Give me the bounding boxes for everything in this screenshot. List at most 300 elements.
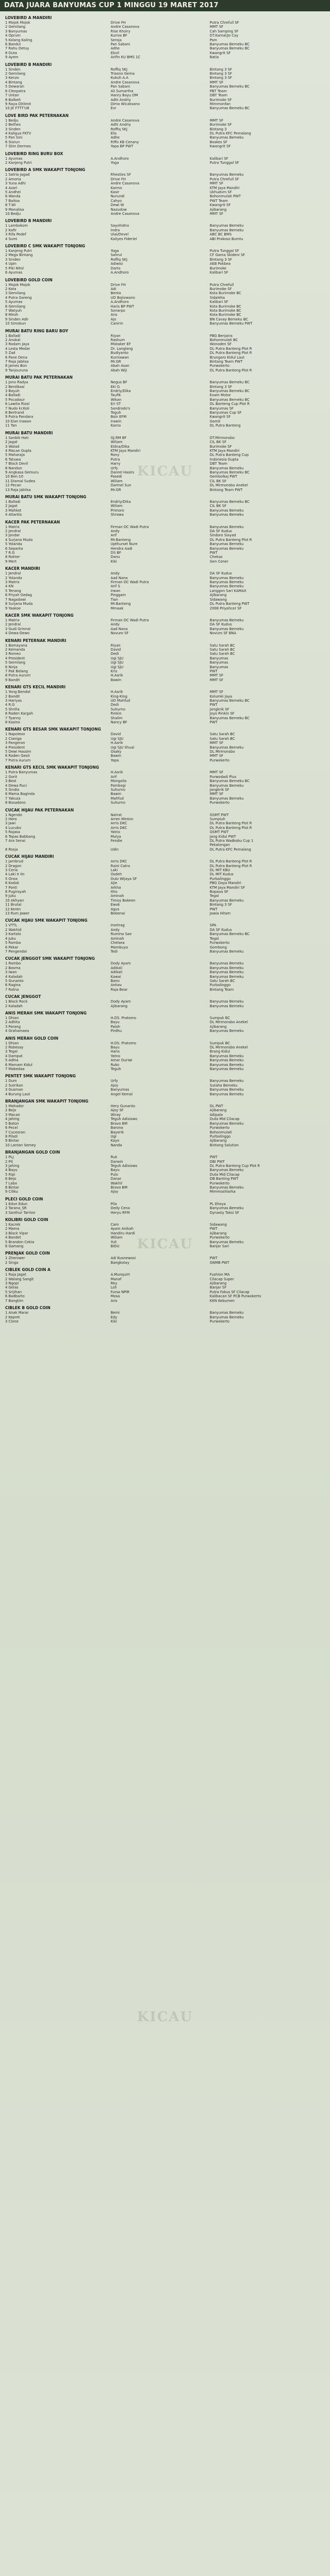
bird-name: 3 Bayuh xyxy=(5,389,20,394)
team-name: Kota Burimoke BC xyxy=(209,308,241,313)
owner-name: Wiray xyxy=(110,1112,121,1117)
owner-name: Rhesties SF xyxy=(110,173,131,177)
team-name: Purwokerto xyxy=(209,1235,230,1240)
team-name: GNMB PWT xyxy=(209,1260,229,1265)
team-name: Kalibari SF xyxy=(209,300,228,304)
winner-row xyxy=(5,253,325,257)
winner-row xyxy=(5,190,325,194)
winner-row xyxy=(5,1211,325,1215)
team-name: Banyumas Bemeku BC xyxy=(209,46,250,51)
bird-name: 10 Lantan Semey xyxy=(5,1143,36,1147)
owner-name: Drive FH xyxy=(110,21,126,25)
category-title: LOVEBIRD C SMK WAKAPIT TONJONG xyxy=(5,244,85,249)
owner-name: Teguh xyxy=(110,1067,121,1072)
owner-name: Arren Minton xyxy=(110,817,134,821)
winner-row xyxy=(5,42,325,46)
team-name: Banyumas Bemeku PWT xyxy=(209,321,253,326)
team-name: DL Putra Banteng xyxy=(209,423,241,428)
winner-row xyxy=(5,525,325,529)
winner-row xyxy=(5,1134,325,1139)
team-name: PWT xyxy=(209,1155,218,1160)
owner-name: Hendra Aadi xyxy=(110,546,133,551)
team-name: Ajibarang xyxy=(209,1231,227,1235)
winner-row xyxy=(5,656,325,660)
winner-row xyxy=(5,699,325,703)
winner-row xyxy=(5,961,325,965)
watermark: KICAU xyxy=(137,464,193,479)
bird-name: 6 Gemilang xyxy=(5,304,26,309)
owner-name: Elis xyxy=(110,131,117,135)
owner-name: Fursa NPIR xyxy=(110,1290,130,1294)
bird-name: 5 Sindio xyxy=(5,787,20,792)
team-name: DL Putra Banteng Plot R xyxy=(209,825,252,830)
winner-row xyxy=(5,351,325,355)
owner-name: Arris DKC xyxy=(110,821,127,826)
winner-row xyxy=(5,423,325,428)
owner-name: Ajoy xyxy=(110,1190,119,1194)
owner-name: Sonarpo xyxy=(110,308,125,313)
bird-name: 7 Putra Aurum xyxy=(5,758,31,762)
team-name: Kota Burimoke BC xyxy=(209,313,241,317)
category-title: KENARI GTS KECIL SMK WAKAPIT TONJONG xyxy=(5,765,99,770)
owner-name: Pirdhu xyxy=(110,1029,122,1033)
winner-row xyxy=(5,161,325,165)
team-name: Bintang 3 SF xyxy=(209,257,232,262)
winner-row xyxy=(5,652,325,656)
winner-row xyxy=(5,1079,325,1083)
winner-row xyxy=(5,270,325,275)
owner-name: Aad Nana xyxy=(110,626,128,631)
bird-name: 1 Ngendo xyxy=(5,812,22,817)
team-name: PWT Team xyxy=(209,198,228,203)
team-name: Banyumas Bemeku BC xyxy=(209,699,250,703)
owner-name: Harry xyxy=(110,462,121,466)
bird-name: 4 Surjana Muda xyxy=(5,537,33,542)
team-name: DL Putra Banteng Cup xyxy=(209,453,249,457)
winner-row xyxy=(5,606,325,611)
team-name: Duta Mid Cilacap xyxy=(209,1117,240,1122)
bird-name: 6 Wanda xyxy=(5,194,21,199)
owner-name: Loli xyxy=(110,1285,117,1290)
bird-name: 10 Bedju xyxy=(5,212,21,216)
owner-name: Andy xyxy=(110,622,120,627)
team-name: DL Putra KFC Pemalang xyxy=(209,131,251,135)
team-name: Banyumas xyxy=(209,665,228,669)
team-name: Putra Chrefull SF xyxy=(209,21,239,25)
team-name: MMT SF xyxy=(209,741,224,745)
team-name: KTM Jaya Mandiri xyxy=(209,448,240,453)
team-name: Sindoro Siayad xyxy=(209,533,236,538)
team-name: Ukhudvm SF xyxy=(209,190,232,194)
owner-name: Pila xyxy=(110,1201,117,1206)
team-name: Purwokerto xyxy=(209,1126,230,1130)
bird-name: 6 Ninja xyxy=(5,665,18,669)
bird-name: 4 President xyxy=(5,745,25,750)
team-name: Kwangrit SF xyxy=(209,50,231,55)
bird-name: 3 Yuna Adhi xyxy=(5,181,26,186)
bird-name: 6 Cleopatra xyxy=(5,89,26,93)
category-section xyxy=(5,278,325,326)
winner-row xyxy=(5,754,325,758)
category-title: LOVEBIRD A MANDIRI xyxy=(5,15,52,20)
owner-name: Dimo Wicaksono xyxy=(110,101,140,106)
category-section xyxy=(5,1074,325,1096)
owner-name: Rinkin xyxy=(110,711,122,716)
category-section xyxy=(5,1150,325,1194)
owner-name: Dr. Langlang xyxy=(110,346,133,351)
winner-row xyxy=(5,817,325,821)
team-name: Banyumas Bemeku BC xyxy=(209,42,250,47)
owner-name: Ali Sumartha xyxy=(110,89,134,93)
owner-name: Kurnia BF xyxy=(110,33,127,38)
category-title: ANIS MERAH SMK WAKAPIT TONJONG xyxy=(5,1010,87,1015)
team-name: Banyumas Bemeku xyxy=(209,1062,244,1067)
team-name: Banyumas Bemeku xyxy=(209,965,244,970)
winner-row xyxy=(5,173,325,177)
owner-name: UD Mahfud xyxy=(110,699,130,703)
category-section xyxy=(5,15,325,60)
owner-name: Adi Kusnewosi xyxy=(110,1256,136,1261)
bird-name: 6 Ragina xyxy=(5,983,21,988)
owner-name: Mambuya xyxy=(110,945,128,950)
bird-name: 6 Bejo xyxy=(5,1177,16,1181)
bird-name: 6 Tatuwa xyxy=(5,457,21,462)
winner-row xyxy=(5,1113,325,1117)
owner-name: Dody Ayam xyxy=(110,961,131,966)
owner-name: Yuli xyxy=(110,1240,117,1244)
team-name: DL Mirmonsbo Anekel xyxy=(209,1045,248,1049)
team-name: Indonesia Gupta xyxy=(209,457,239,462)
winner-row xyxy=(5,106,325,110)
owner-name: Teguh Adisiswo xyxy=(110,1117,138,1122)
bird-name: 4 Laki Ir Iin xyxy=(5,872,25,877)
winner-row xyxy=(5,296,325,300)
owner-name: Bayerik xyxy=(110,1130,124,1134)
team-name: PBG Daya Mandiri xyxy=(209,881,241,886)
team-name: DA SF Kudus xyxy=(209,622,232,627)
team-name: Banyumas Bemeku xyxy=(209,626,244,631)
owner-name: Arifin KU BMS 1C xyxy=(110,55,141,60)
owner-name: Ebvil xyxy=(110,50,120,55)
team-name: Satu Sarah BC xyxy=(209,732,235,737)
team-name: Exam Motor xyxy=(209,393,231,398)
bird-name: 3 Jahing xyxy=(5,1163,20,1168)
team-name: Jang Kidul PWT xyxy=(209,834,236,839)
winner-row xyxy=(5,300,325,304)
team-name: Tegal xyxy=(209,936,219,941)
owner-name: Roffiq SKJ xyxy=(110,67,127,72)
bird-name: 5 Brandon Cekia xyxy=(5,1240,35,1244)
bird-name: 3 Macan xyxy=(5,1112,20,1117)
bird-name: 7 Black Devil xyxy=(5,462,28,466)
owner-name: Arkha xyxy=(110,885,121,890)
team-name: Burimoke SF xyxy=(209,97,232,102)
owner-name: Kasir xyxy=(110,190,120,194)
winner-row xyxy=(5,398,325,402)
bird-name: 7 Pengendal xyxy=(5,949,27,954)
team-name: Gamit xyxy=(209,419,221,423)
team-name: Kalibari SF xyxy=(209,270,228,275)
owner-name: Mr.Banteng xyxy=(110,537,131,542)
bird-name: 4 Kaligua FKTV xyxy=(5,131,31,135)
owner-name: Tian xyxy=(110,597,118,602)
winner-row xyxy=(5,453,325,457)
bird-name: 2 Mega Bintang xyxy=(5,253,33,258)
winner-row xyxy=(5,1227,325,1231)
owner-name: Rey xyxy=(110,1281,118,1286)
winner-row xyxy=(5,1273,325,1277)
bird-name: 11 Tan xyxy=(5,423,17,428)
team-name: Brungaro Kidul Laut xyxy=(209,355,245,360)
bird-name: 5 Yolanda xyxy=(5,542,22,547)
bird-name: 1 Bomayana xyxy=(5,643,27,648)
winner-row xyxy=(5,648,325,652)
team-name: MMT SF xyxy=(209,25,224,29)
winner-row xyxy=(5,419,325,423)
winner-row xyxy=(5,758,325,762)
team-name: Banyumas Bemeku xyxy=(209,783,244,788)
team-name: DL Mirmonsbo Anekel xyxy=(209,483,248,488)
bird-name: 2 Yolanda xyxy=(5,575,22,580)
team-name: DL Putra Banteng Plot R xyxy=(209,351,252,355)
winner-row xyxy=(5,194,325,198)
owner-name: Drive FH xyxy=(110,282,126,287)
team-name: Banyumas xyxy=(209,660,228,665)
bird-name: 4 Bintang xyxy=(5,80,22,84)
team-name: Banyumas Cup SF xyxy=(209,411,242,415)
owner-name: Aad Nana xyxy=(110,575,128,580)
owner-name: Eki G xyxy=(110,384,120,389)
bird-name: 3 Walad xyxy=(5,444,20,449)
winner-row xyxy=(5,868,325,872)
team-name: Boskes SF xyxy=(209,140,227,144)
winner-row xyxy=(5,627,325,631)
winner-row xyxy=(5,584,325,588)
bird-name: 12 Pecan xyxy=(5,483,22,488)
winner-row xyxy=(5,1108,325,1112)
bird-name: 7 Mabedaa xyxy=(5,1067,25,1072)
bird-name: 8 Bertrand xyxy=(5,411,24,415)
owner-name: Anhav xyxy=(110,983,122,988)
winner-row xyxy=(5,999,325,1004)
winner-row xyxy=(5,479,325,483)
bird-name: 4 Dampat xyxy=(5,1054,23,1058)
owner-name: Canirin xyxy=(110,321,123,326)
owner-name: Wiliam xyxy=(110,1235,123,1240)
bird-name: 3 Santhur Tarrion xyxy=(5,1210,36,1215)
bird-name: 9 Ayem xyxy=(5,55,19,60)
owner-name: Raini Catra xyxy=(110,863,130,868)
owner-name: Yapa xyxy=(110,758,119,762)
team-name: DL Banteng Cup Plot R xyxy=(209,402,250,406)
team-name: Adipala xyxy=(209,1112,223,1117)
bird-name: 7 Tyanny xyxy=(5,716,21,720)
winner-row xyxy=(5,309,325,313)
winner-row xyxy=(5,140,325,144)
team-name: Putra Chrefull SF xyxy=(209,177,239,181)
winner-row xyxy=(5,1168,325,1172)
winner-row xyxy=(5,76,325,80)
bird-name: 2 Berdikasi xyxy=(5,384,25,389)
team-name: Purwokerto xyxy=(209,1181,230,1185)
winner-row xyxy=(5,988,325,992)
owner-name: H.Asrik xyxy=(110,690,123,694)
bird-name: 3 Black Vipar xyxy=(5,1231,28,1235)
winner-row xyxy=(5,84,325,89)
winner-row xyxy=(5,547,325,551)
team-name: Purwokerto xyxy=(209,364,230,368)
bird-name: 3 Sinden xyxy=(5,127,21,131)
winner-row xyxy=(5,1206,325,1210)
team-name: Banyumas Bemeku xyxy=(209,1029,244,1033)
team-name: Bohonmulati xyxy=(209,1130,232,1134)
bird-name: 1 Kanjeng Putri xyxy=(5,249,32,253)
bird-name: 1 Black Rock xyxy=(5,999,28,1004)
bird-name: 6 Pekar xyxy=(5,945,19,950)
bird-name: 7 Laba xyxy=(5,1181,17,1185)
winner-row xyxy=(5,266,325,270)
team-name: PBG Benjaira xyxy=(209,333,233,338)
team-name: Duta Mid Cilacap xyxy=(209,1172,240,1177)
team-name: Sidaleha xyxy=(209,295,225,300)
bird-name: 1 Sinden xyxy=(5,67,21,72)
owner-name: Andre Casanova xyxy=(110,118,140,123)
winner-row xyxy=(5,1045,325,1049)
team-name: Sidawang xyxy=(209,597,227,602)
winner-row xyxy=(5,249,325,253)
team-name: CIL BK SF xyxy=(209,479,226,483)
winner-row xyxy=(5,602,325,606)
owner-name: Shalim xyxy=(110,716,123,720)
owner-name: H.Asrik xyxy=(110,673,123,678)
bird-name: 4 Gelas xyxy=(5,1285,19,1290)
winner-row xyxy=(5,1041,325,1045)
winner-row xyxy=(5,941,325,945)
winner-row xyxy=(5,669,325,673)
category-title: BRANJANGAN SMK WAKAPIT TONJONG xyxy=(5,1099,89,1104)
bird-name: 4 Atlantis xyxy=(5,513,22,517)
bird-name: 5 Ayumas xyxy=(5,300,23,304)
owner-name: H.Asrik xyxy=(110,770,123,775)
winner-row xyxy=(5,203,325,207)
bird-name: 2 Gemilang xyxy=(5,25,26,29)
winner-row xyxy=(5,1311,325,1315)
bird-name: 6 Ayumas xyxy=(5,270,23,275)
team-name: DBT Team xyxy=(209,462,227,466)
bird-name: 1 Napoleon xyxy=(5,732,25,737)
bird-name: 7 Pak Belang xyxy=(5,669,28,673)
team-name: Kolumki Jaya xyxy=(209,694,233,699)
owner-name: Darto xyxy=(110,266,121,270)
bird-name: 1 Jambrud xyxy=(5,859,24,864)
owner-name: Darmel Sun xyxy=(110,483,131,488)
bird-name: 2 Jendral xyxy=(5,622,21,627)
winner-row xyxy=(5,796,325,801)
winner-row xyxy=(5,1063,325,1067)
team-name: DA SF Kudus xyxy=(209,571,232,576)
owner-name: Adikali xyxy=(110,965,123,970)
bird-name: 10 JK FTTT'U8 xyxy=(5,106,29,111)
bird-name: 8 Surjana Muda xyxy=(5,602,33,606)
owner-name: Chelsea xyxy=(110,941,125,945)
owner-name: Laki xyxy=(110,868,118,872)
winner-row xyxy=(5,1181,325,1185)
bird-name: 5 Piki Nitol xyxy=(5,266,24,270)
winner-row xyxy=(5,1083,325,1088)
team-name: DL Mirmonsbo xyxy=(209,750,235,754)
winner-row xyxy=(5,1164,325,1168)
owner-name: David xyxy=(110,732,121,737)
winner-row xyxy=(5,1049,325,1054)
winner-row xyxy=(5,975,325,979)
winner-row xyxy=(5,38,325,42)
category-title: MURAI BATU RING BARU BOY xyxy=(5,328,69,333)
winner-row xyxy=(5,571,325,575)
bird-name: 10 Ben-10 xyxy=(5,474,24,479)
owner-name: Suhurno xyxy=(110,707,125,711)
category-title: KENARI PETERNAK MANDIRI xyxy=(5,638,67,643)
team-name: Bohonmulati BC xyxy=(209,337,238,342)
bird-name: 5 Shrilla xyxy=(5,707,20,711)
owner-name: Kukuh A.A xyxy=(110,76,128,80)
team-name: Banyumas Bemeku xyxy=(209,1311,244,1315)
bird-name: 2 Bejo xyxy=(5,1108,16,1113)
winner-row xyxy=(5,1160,325,1164)
owner-name: Suhurno xyxy=(110,787,125,792)
winner-row xyxy=(5,313,325,317)
winner-row xyxy=(5,291,325,295)
winner-row xyxy=(5,737,325,741)
team-name: MMT SF xyxy=(209,677,224,682)
category-section xyxy=(5,1197,325,1215)
team-name: GSMT PWT xyxy=(209,830,229,835)
team-name: GSMT PWT xyxy=(209,812,229,817)
bird-name: 7 Baitoa xyxy=(5,198,20,203)
owner-name: A.Andhoro xyxy=(110,156,129,161)
owner-name: Dedi xyxy=(110,652,119,656)
team-name: Ajibarang xyxy=(209,1108,227,1113)
team-name: Banyumas Bemeku xyxy=(209,466,244,470)
category-title: CUCAK JENGGOT SMK WAKAPIT TONJONG xyxy=(5,956,95,961)
owner-name: Wakhil xyxy=(110,1181,123,1185)
bird-name: 1 Mojok Mojok xyxy=(5,21,30,25)
team-name: CIL BK SF xyxy=(209,504,226,509)
team-name: Banyumas Bemeku xyxy=(209,508,244,513)
owner-name: Bawin xyxy=(110,677,122,682)
owner-name: Tedi xyxy=(110,949,118,954)
team-name: Sumpuk BC xyxy=(209,1015,230,1020)
winner-row xyxy=(5,928,325,932)
bird-name: 2 Robesay xyxy=(5,1045,24,1049)
owner-name: Riyan xyxy=(110,643,121,648)
team-name: Putra Tunggal SF xyxy=(209,160,239,165)
owner-name: Bayu xyxy=(110,1045,120,1049)
winner-row xyxy=(5,538,325,542)
bird-name: 8 Bosadono xyxy=(5,801,26,805)
team-name: Banyumas Bemeku xyxy=(209,898,244,903)
owner-name: Andy xyxy=(110,529,120,533)
category-section xyxy=(5,956,325,992)
owner-name: Firman DC Wadi Putra xyxy=(110,524,149,529)
owner-name: Nazudow xyxy=(110,207,127,212)
owner-name: Roffiq SKJ xyxy=(110,127,127,131)
winner-row xyxy=(5,1104,325,1108)
owner-name: Riyan xyxy=(110,333,121,338)
team-name: Banyumas Bemeku xyxy=(209,1121,244,1126)
team-name: Purwokerto xyxy=(209,801,230,805)
winner-row xyxy=(5,355,325,360)
owner-name: Paloh xyxy=(110,1024,120,1029)
